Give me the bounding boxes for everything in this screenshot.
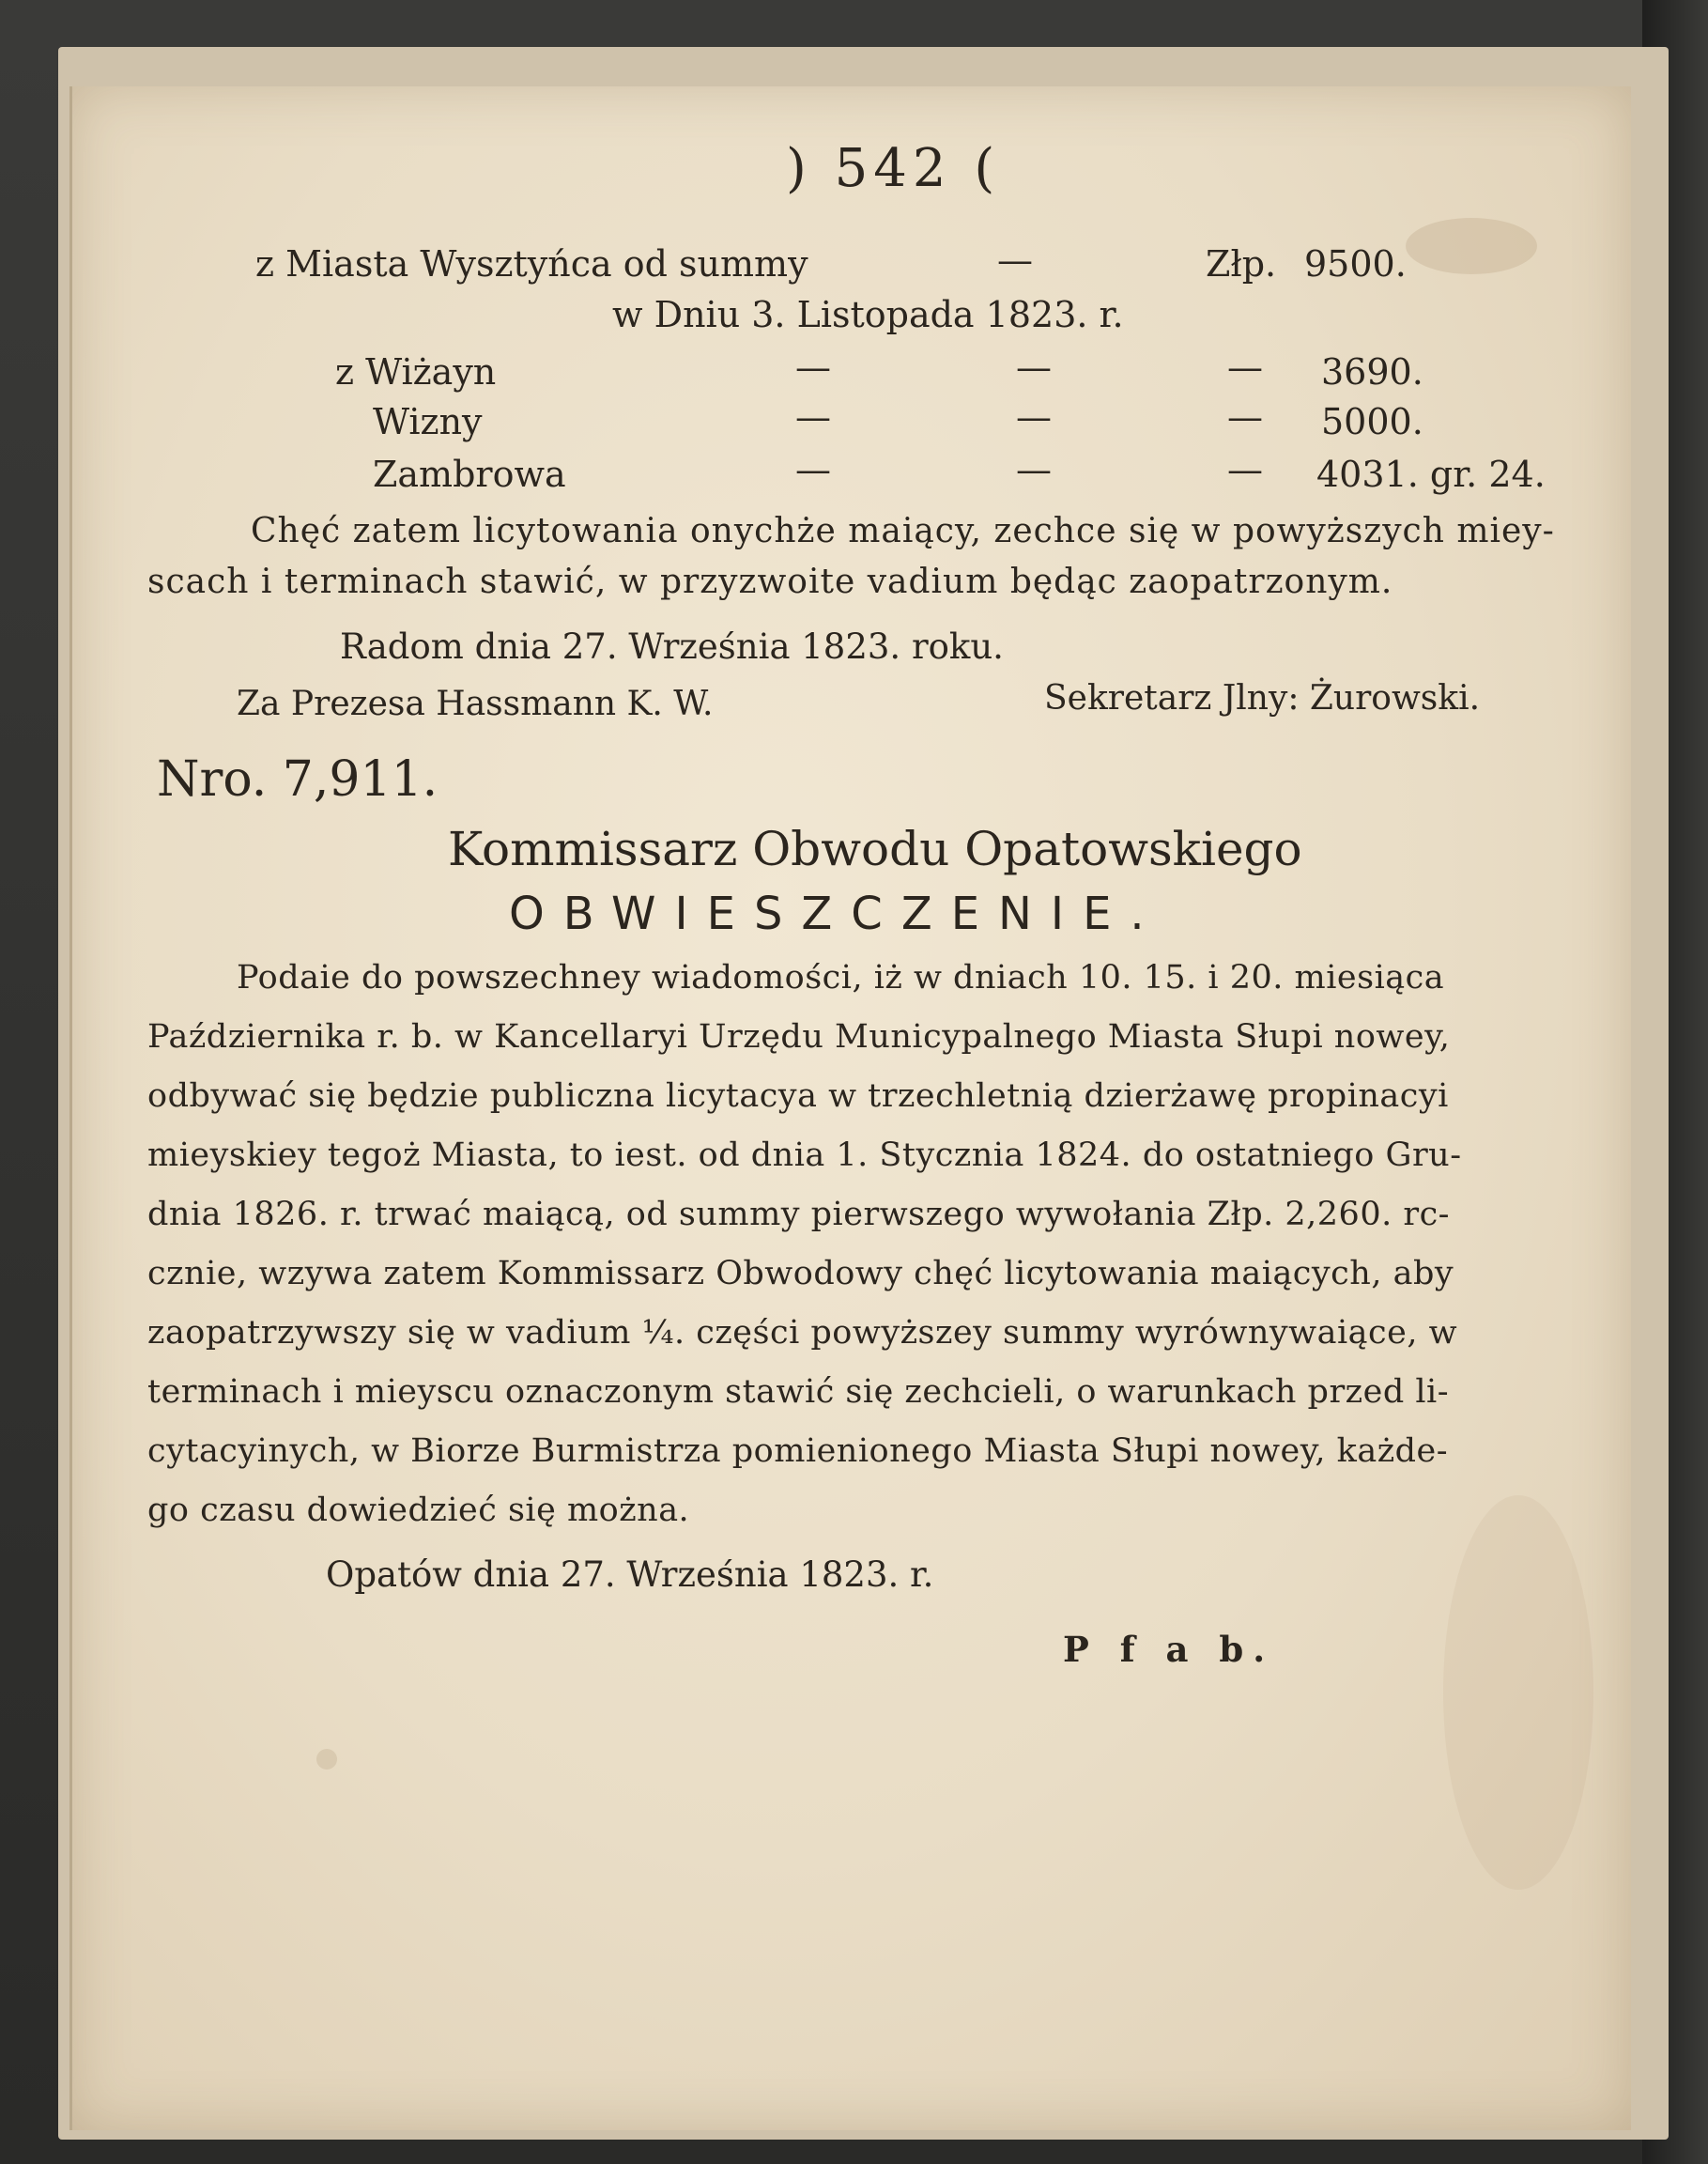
list-row-value: 9500. [1304,243,1407,285]
body-line: Października r. b. w Kancellaryi Urzędu Municypalnego Miasta Słupi nowey, [147,1018,1451,1056]
dash-separator: — [1016,449,1052,490]
dash-separator: — [795,396,831,438]
list-row-label: Wizny [373,401,483,442]
stain-spot [316,1749,337,1770]
paragraph-line: Chęć zatem licytowania onychże maiący, zechce się w powyższych miey- [251,512,1555,550]
notice-date: Radom dnia 27. Września 1823. roku. [340,626,1004,667]
dash-separator: — [997,240,1033,281]
notice-number: Nro. 7,911. [157,751,439,808]
dash-separator: — [795,449,831,490]
dash-separator: — [1016,396,1052,438]
signature: P f a b. [1063,1629,1275,1670]
body-line: dnia 1826. r. trwać maiącą, od summy pierwszego wywołania Złp. 2,260. rc- [147,1196,1451,1233]
body-line: terminach i mieyscu oznaczonym stawić się zechcieli, o warunkach przed li- [147,1373,1450,1411]
stain-spot [1406,218,1537,274]
dash-separator: — [1016,347,1052,388]
body-line: zaopatrzywszy się w vadium ¼. części powyższey summy wyrównywaiące, w [147,1314,1458,1352]
list-row-value: 3690. [1321,351,1423,393]
dash-separator: — [795,347,831,388]
body-line: mieyskiey tegoż Miasta, to iest. od dnia 1. Stycznia 1824. do ostatniego Gru- [147,1136,1462,1174]
body-line: Podaie do powszechney wiadomości, iż w dniach 10. 15. i 20. miesiąca [237,959,1445,997]
paragraph-line: scach i terminach stawić, w przyzwoite vadium będąc zaopatrzonym. [147,563,1393,601]
body-line: cytacyinych, w Biorze Burmistrza pomienionego Miasta Słupi nowey, każde- [147,1432,1449,1470]
list-row-label: z Miasta Wysztyńca od summy [255,243,808,285]
auction-date-line: w Dniu 3. Listopada 1823. r. [612,294,1124,335]
body-line: cznie, wzywa zatem Kommissarz Obwodowy chęć licytowania maiących, aby [147,1255,1454,1292]
list-row-label: Zambrowa [373,454,566,495]
list-row-label: z Wiżayn [335,351,497,393]
body-line: odbywać się będzie publiczna licytacya w trzechletnią dzierżawę propinacyi [147,1077,1449,1115]
notice-title: OBWIESZCZENIE. [509,888,1163,940]
list-row-value: 4031. gr. 24. [1316,454,1546,495]
page-number: ) 542 ( [786,138,1001,199]
stain-spot [1443,1495,1593,1890]
notice-date: Opatów dnia 27. Września 1823. r. [326,1554,934,1595]
signature-prezes: Za Prezesa Hassmann K. W. [237,685,714,723]
body-line: go czasu dowiedzieć się można. [147,1492,690,1529]
list-row-value: 5000. [1321,401,1423,442]
signature-sekretarz: Sekretarz Jlny: Żurowski. [1044,679,1481,718]
currency-label: Złp. [1206,243,1277,285]
dash-separator: — [1227,449,1263,490]
notice-heading: Kommissarz Obwodu Opatowskiego [448,822,1302,876]
dash-separator: — [1227,396,1263,438]
dash-separator: — [1227,347,1263,388]
document-page [69,86,1631,2130]
